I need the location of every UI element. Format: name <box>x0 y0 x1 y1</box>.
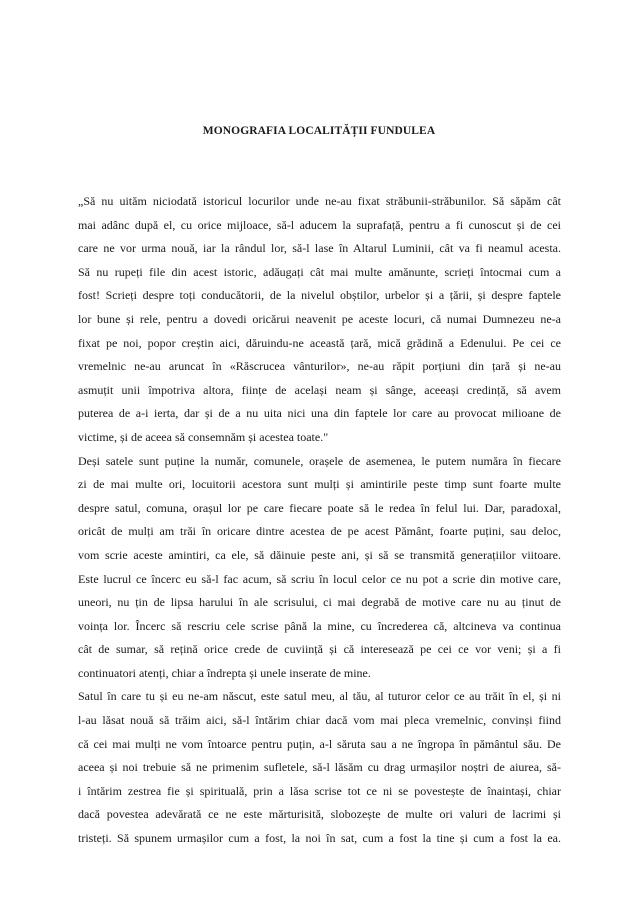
text-line: tristeți. Să spunem urmașilor cum a fost, la noi în sat, cum a fost la tine și cum a fost la ea. <box>78 831 561 846</box>
text-line: vom scrie aceste amintiri, ca ele, să dăinuie peste ani, și să se transmită generațiilor viitoare. <box>78 547 561 562</box>
text-line: „Să nu uităm niciodată istoricul locurilor unde ne-au fixat străbunii-străbunilor. Să săpăm cât <box>78 194 561 208</box>
text-line: victime, și de aceea să consemnăm și acestea toate." <box>78 429 329 444</box>
text-line: Este lucrul ce încerc eu să-l fac acum, să scriu în locul celor ce nu pot a scrie din motive care, <box>78 571 561 586</box>
text-line: continuatori atenți, chiar a îndrepta și unele inserate de mine. <box>78 665 371 680</box>
text-line: despre satul, comuna, orașul lor pe care fiecare poate să le redea în felul lui. Dar, paradoxal, <box>78 500 561 515</box>
text-line: lor bune și rele, pentru a dovedi oricărui neavenit pe aceste locuri, că numai Dumnezeu ne-a <box>78 311 561 326</box>
document-title: MONOGRAFIA LOCALITĂȚII FUNDULEA <box>202 125 436 137</box>
text-line: asmuțit unii împotriva altora, ființe de același neam și sânge, aceeași credință, să avem <box>78 382 561 397</box>
text-line: zi de mai multe ori, locuitorii acestora sunt mulți și amintirile peste timp sunt foarte multe <box>78 477 561 492</box>
text-line: mai adânc după el, cu orice mijloace, să-l aducem la suprafață, pentru a fi cunoscut și de cei <box>78 217 561 232</box>
text-line: fost! Scrieți despre toți conducătorii, de la nivelul obștilor, urbelor și a țării, și despre faptele <box>78 288 561 303</box>
text-line: Deși satele sunt puține la număr, comunele, orașele de asemenea, le putem număra în fiecare <box>78 453 561 468</box>
text-line: fixat pe noi, popor creștin aici, dăruindu-ne această țară, mică grădină a Edenului. Pe cei ce <box>78 335 561 350</box>
document-body <box>78 190 561 851</box>
text-line: aceea și noi trebuie să ne primenim sufletele, să-l lăsăm cu drag urmașilor noștri de aiurea, să- <box>78 760 561 775</box>
text-line: că cei mai mulți ne vom întoarce pentru puțin, a-l săruta sau a ne îngropa în pământul său. De <box>78 736 561 751</box>
text-line: dacă povestea adevărată ce ne este mărturisită, slobozește de multe ori valuri de lacrimi și <box>78 807 561 822</box>
text-line: vremelnic ne-au aruncat în «Răscrucea vânturilor», ne-au răpit porțiuni din țară și ne-au <box>78 359 561 374</box>
text-line: uneori, nu țin de lipsa harului în ale scrisului, ci mai degrabă de motive care nu au ținut de <box>78 595 561 610</box>
text-line: cât de sumar, să rețină orice crede de cuviință și că interesează pe cei ce vor veni; și a fi <box>78 642 561 657</box>
text-line: l-au lăsat nouă să trăim aici, să-l întărim chiar dacă vom mai pleca vremelnic, convinși fiind <box>78 713 561 728</box>
text-line: voința lor. Încerc să rescriu cele scrise până la mine, cu încrederea că, altcineva va continua <box>78 618 561 633</box>
text-line: i întărim zestrea fie și spirituală, prin a lăsa scrise tot ce ni se povestește de înaintași, chiar <box>78 783 561 798</box>
text-line: oricât de mulți am trăi în oricare dintre acestea de pe acest Pământ, foarte puțini, sau deloc, <box>78 524 561 539</box>
text-line: Satul în care tu și eu ne-am născut, este satul meu, al tău, al tuturor celor ce au trăit în el, și ni <box>78 689 561 704</box>
text-line: care ne vor urma nouă, iar la rândul lor, să-l lase în Altarul Luminii, cât va fi neamul acesta. <box>78 241 561 256</box>
text-line: puterea de a-i ierta, dar și de a nu uita nici una din faptele lor care au provocat milioane de <box>78 406 561 421</box>
text-line: Să nu rupeți file din acest istoric, adăugați cât mai multe amănunte, scrieți întocmai cum a <box>78 264 561 279</box>
